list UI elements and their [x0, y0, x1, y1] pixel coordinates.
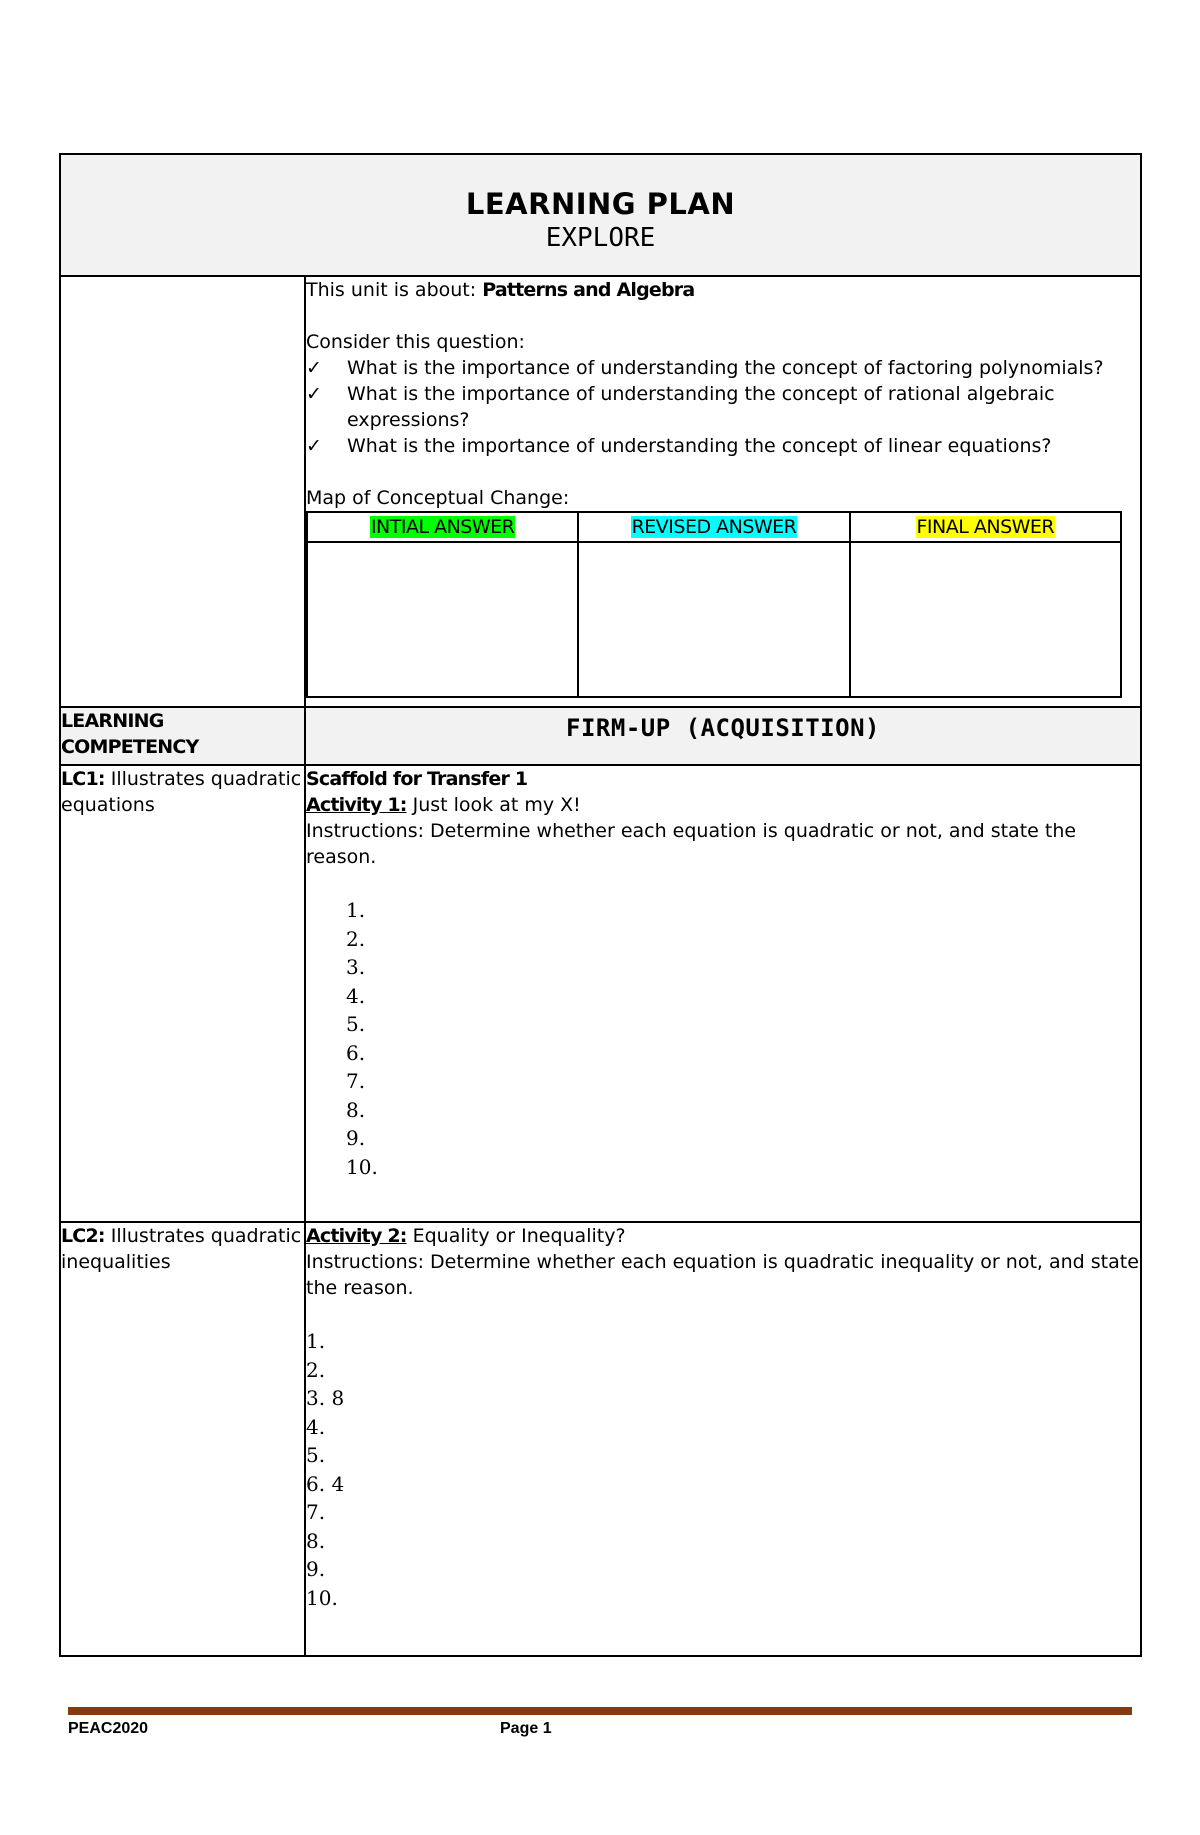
initial-answer-label: INTIAL ANSWER [370, 516, 515, 538]
competency-header: LEARNING COMPETENCY [61, 710, 199, 758]
header-row [60, 154, 1141, 276]
map-header-revised [578, 512, 849, 542]
list-item: 4. [306, 1414, 326, 1439]
question-text: What is the importance of understanding the concept of linear equations? [347, 435, 1052, 457]
list-item: 4. [346, 983, 366, 1008]
lc2-code: LC2: [61, 1225, 105, 1247]
check-icon: ✓ [306, 383, 322, 405]
firmup-row [60, 707, 1141, 765]
list-item: 8. [346, 1097, 366, 1122]
lc2-competency [61, 1223, 304, 1275]
check-icon: ✓ [306, 435, 322, 457]
revised-answer-label: REVISED ANSWER [631, 516, 797, 538]
map-header-row [307, 512, 1121, 542]
list-item: 2. [306, 1357, 326, 1382]
conceptual-change-table [306, 511, 1122, 698]
lc2-row [60, 1222, 1141, 1656]
map-label: Map of Conceptual Change: [306, 487, 570, 509]
explore-content [305, 276, 1141, 707]
explore-left-cell [60, 276, 305, 707]
list-item: 5. [346, 1012, 366, 1036]
lc1-competency [61, 766, 304, 818]
learning-plan-table [59, 153, 1142, 1657]
activity-1-items [306, 896, 1140, 1181]
check-icon: ✓ [306, 357, 322, 379]
lc1-row [60, 765, 1141, 1222]
list-item: 7. [306, 1500, 326, 1524]
activity-2-label: Activity 2: [306, 1225, 407, 1247]
competency-header-cell [60, 707, 305, 765]
list-item: 2. [346, 926, 366, 951]
list-item: 6. 4 [306, 1471, 345, 1496]
final-answer-label: FINAL ANSWER [916, 516, 1055, 538]
activity-1-instructions: Instructions: Determine whether each equation is quadratic or not, and state the reason. [306, 820, 1077, 868]
footer-left-text: PEAC2020 [68, 1720, 149, 1737]
unit-topic: Patterns and Algebra [482, 279, 695, 301]
unit-line [306, 277, 1140, 303]
activity-2-items [306, 1327, 1140, 1612]
lc2-competency-cell [60, 1222, 305, 1656]
list-item: 9. [306, 1557, 326, 1581]
list-item: 1. [306, 1329, 326, 1353]
activity-2-instructions: Instructions: Determine whether each equation is quadratic inequality or not, and state the reason. [306, 1251, 1139, 1299]
activity-1-label: Activity 1: [306, 794, 407, 816]
list-item: 8. [306, 1528, 326, 1553]
map-header-initial [307, 512, 578, 542]
lc1-activity-cell [305, 765, 1141, 1222]
revised-answer-box[interactable] [578, 542, 849, 697]
list-item: 7. [346, 1069, 366, 1093]
list-item [306, 433, 1140, 459]
lc1-text: Illustrates quadratic equations [61, 768, 302, 816]
final-answer-box[interactable] [850, 542, 1121, 697]
consider-label: Consider this question: [306, 331, 525, 353]
question-text: What is the importance of understanding the concept of rational algebraic expressions? [347, 383, 1055, 431]
lc1-code: LC1: [61, 768, 105, 790]
lc1-competency-cell [60, 765, 305, 1222]
explore-row [60, 276, 1141, 707]
list-item: 3. 8 [306, 1386, 345, 1410]
list-item: 5. [306, 1443, 326, 1467]
page-subtitle: EXPLORE [545, 223, 656, 253]
list-item: 10. [346, 1154, 378, 1179]
list-item: 10. [306, 1585, 338, 1610]
header-cell [60, 154, 1141, 276]
list-item [306, 355, 1140, 381]
scaffold-title: Scaffold for Transfer 1 [306, 768, 528, 790]
page-number: Page 1 [500, 1720, 552, 1737]
unit-prefix: This unit is about: [306, 279, 483, 301]
lc2-text: Illustrates quadratic inequalities [61, 1225, 302, 1273]
lc2-activity-cell [305, 1222, 1141, 1656]
question-list [306, 355, 1140, 459]
firmup-header-cell [305, 707, 1141, 765]
firmup-title: FIRM-UP (ACQUISITION) [566, 714, 880, 742]
list-item: 3. [346, 955, 366, 979]
page-title: LEARNING PLAN [465, 187, 736, 221]
list-item: 6. [346, 1040, 366, 1065]
list-item: 1. [346, 898, 366, 922]
list-item [306, 381, 1140, 433]
initial-answer-box[interactable] [307, 542, 578, 697]
map-header-final [850, 512, 1121, 542]
footer-rule [68, 1707, 1132, 1715]
activity-2-title: Equality or Inequality? [406, 1225, 626, 1247]
question-text: What is the importance of understanding the concept of factoring polynomials? [347, 357, 1104, 379]
activity-1-line [306, 792, 1140, 818]
activity-2-line [306, 1223, 1140, 1249]
list-item: 9. [346, 1126, 366, 1150]
map-body-row [307, 542, 1121, 697]
activity-1-title: Just look at my X! [406, 794, 581, 816]
